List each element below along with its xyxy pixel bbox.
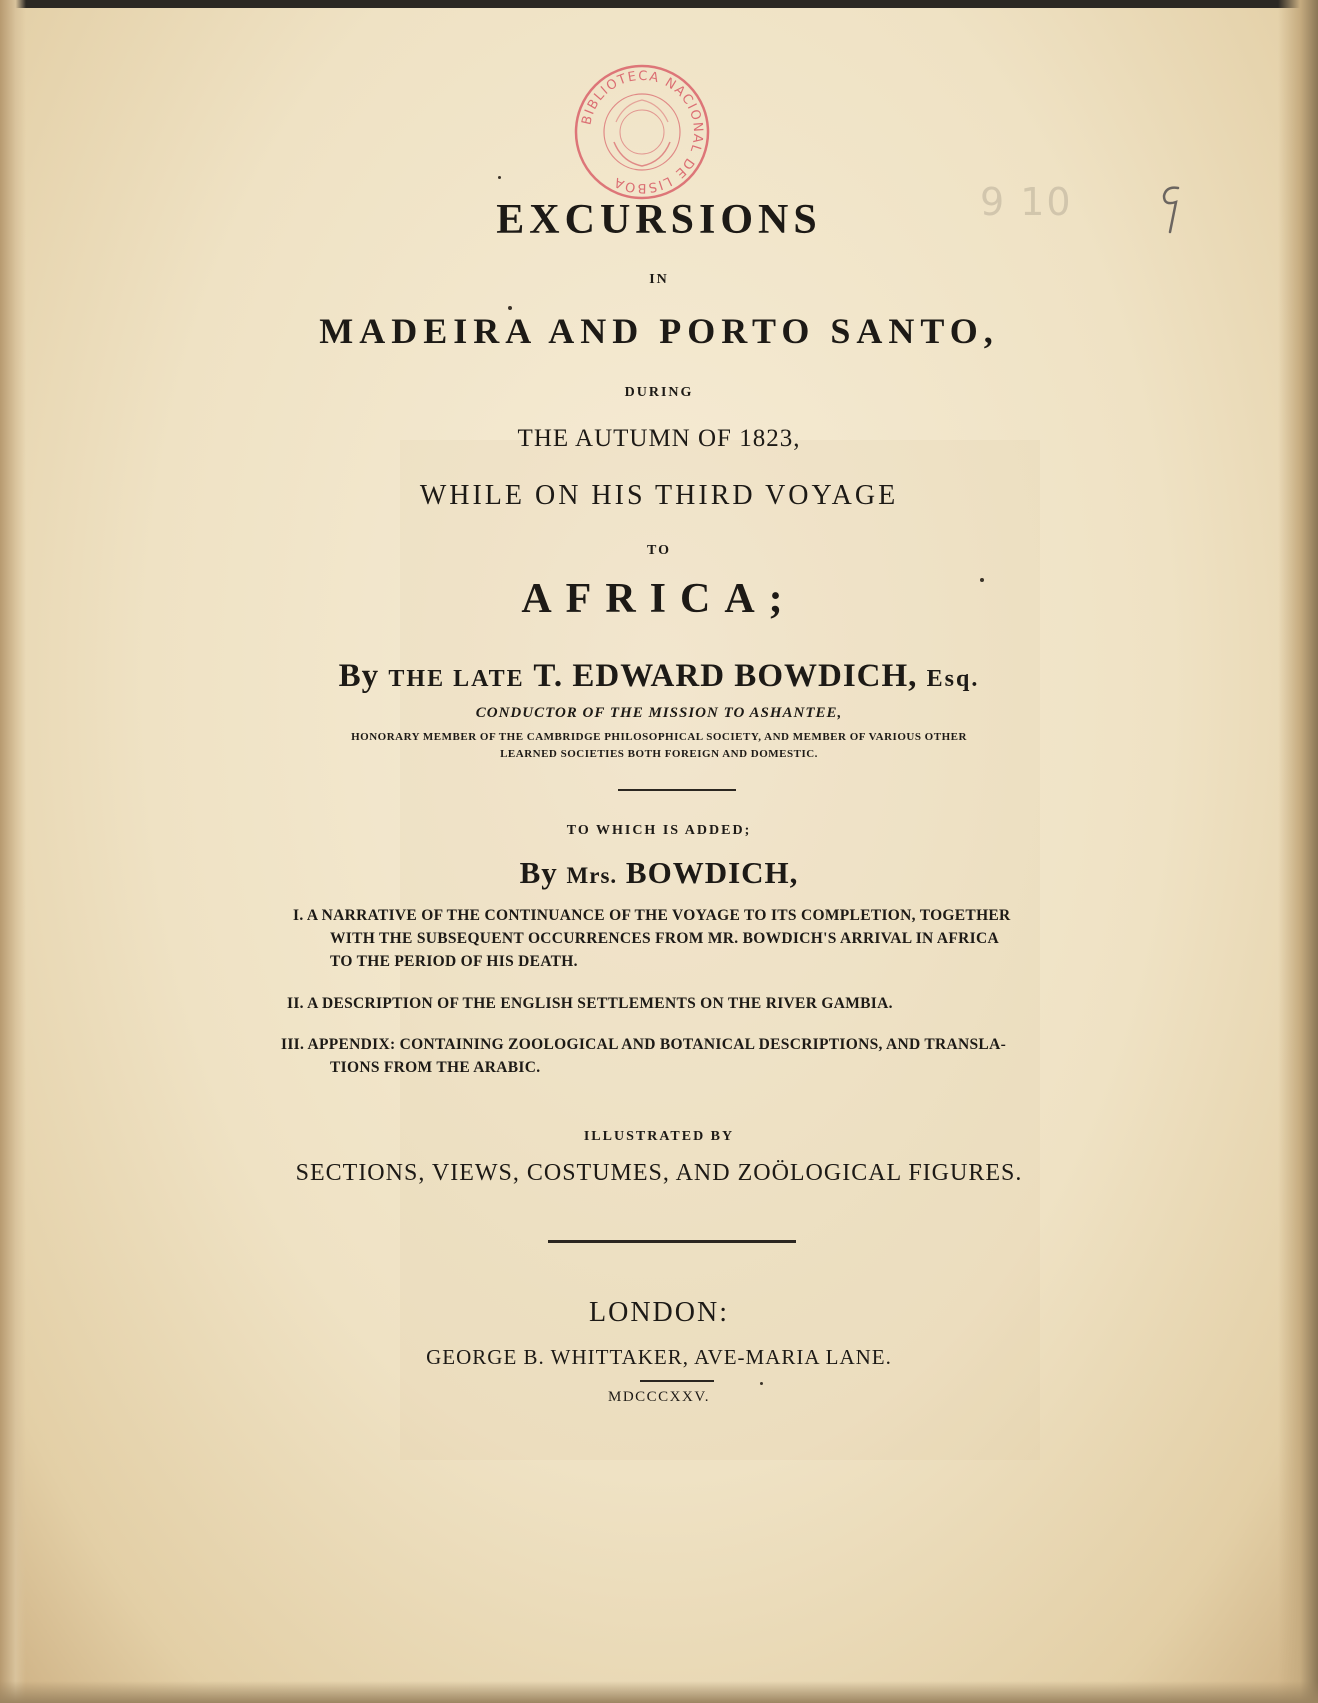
imprint-city: LONDON: (589, 1297, 729, 1328)
title-voyage: WHILE ON HIS THIRD VOYAGE (419, 480, 899, 511)
svg-text:BIBLIOTECA NACIONAL DE LISBOA: BIBLIOTECA NACIONAL DE LISBOA (579, 68, 706, 196)
title-season: THE AUTUMN OF 1823, (517, 425, 801, 452)
library-stamp (572, 62, 712, 202)
illustrations-list: SECTIONS, VIEWS, COSTUMES, AND ZOÖLOGICAL FIGURES. (295, 1160, 1023, 1186)
faint-shelf-number: 9 10 (980, 180, 1073, 224)
author-name: T. EDWARD BOWDICH, (533, 658, 918, 694)
contents-item-1: I. A NARRATIVE OF THE CONTINUANCE OF THE VOYAGE TO ITS COMPLETION, TOGETHER (293, 907, 1011, 924)
coauthor-title: Mrs. (566, 863, 618, 888)
paper-speck (980, 578, 984, 582)
title-destination: AFRICA; (521, 576, 797, 622)
paper-speck (508, 306, 512, 310)
author-line (0, 658, 1318, 695)
added-heading: TO WHICH IS ADDED; (566, 823, 752, 838)
paper-speck (498, 176, 501, 179)
contents-item-3-cont: TIONS FROM THE ARABIC. (330, 1059, 541, 1076)
title-connector-during: DURING (624, 385, 694, 400)
coauthor-name: BOWDICH, (625, 855, 799, 890)
coauthor-by: By (519, 855, 558, 890)
book-title: EXCURSIONS (496, 197, 822, 243)
contents-item-3: III. APPENDIX: CONTAINING ZOOLOGICAL AND BOTANICAL DESCRIPTIONS, AND TRANSLA- (281, 1036, 1007, 1053)
author-memberships: HONORARY MEMBER OF THE CAMBRIDGE PHILOSOPHICAL SOCIETY, AND MEMBER OF VARIOUS OTHER (351, 731, 967, 743)
year-rule (640, 1380, 714, 1382)
contents-item-1-cont: TO THE PERIOD OF HIS DEATH. (330, 953, 578, 970)
page-bottom-edge (0, 1681, 1318, 1703)
divider-rule (618, 789, 736, 791)
contents-item-1-cont: WITH THE SUBSEQUENT OCCURRENCES FROM MR. BOWDICH'S ARRIVAL IN AFRICA (330, 930, 999, 947)
imprint-rule (548, 1240, 796, 1243)
title-connector-to: TO (647, 543, 671, 558)
imprint-publisher: GEORGE B. WHITTAKER, AVE-MARIA LANE. (426, 1345, 892, 1369)
author-the-late: THE LATE (388, 666, 525, 692)
imprint-year: MDCCCXXV. (608, 1389, 710, 1405)
title-places: MADEIRA AND PORTO SANTO, (319, 311, 999, 351)
page-left-edge (0, 0, 26, 1703)
paper-speck (760, 1382, 763, 1385)
coauthor-line (0, 855, 1318, 891)
author-by: By (338, 658, 380, 694)
title-connector-in: IN (649, 272, 669, 287)
contents-item-2: II. A DESCRIPTION OF THE ENGLISH SETTLEMENTS ON THE RIVER GAMBIA. (287, 995, 893, 1012)
author-esq: Esq. (926, 666, 980, 692)
scan-top-edge (0, 0, 1318, 8)
illustrated-heading: ILLUSTRATED BY (583, 1129, 735, 1144)
author-role: CONDUCTOR OF THE MISSION TO ASHANTEE, (475, 705, 843, 721)
author-memberships-cont: LEARNED SOCIETIES BOTH FOREIGN AND DOMESTIC. (500, 748, 818, 760)
page-right-edge (1278, 0, 1318, 1703)
